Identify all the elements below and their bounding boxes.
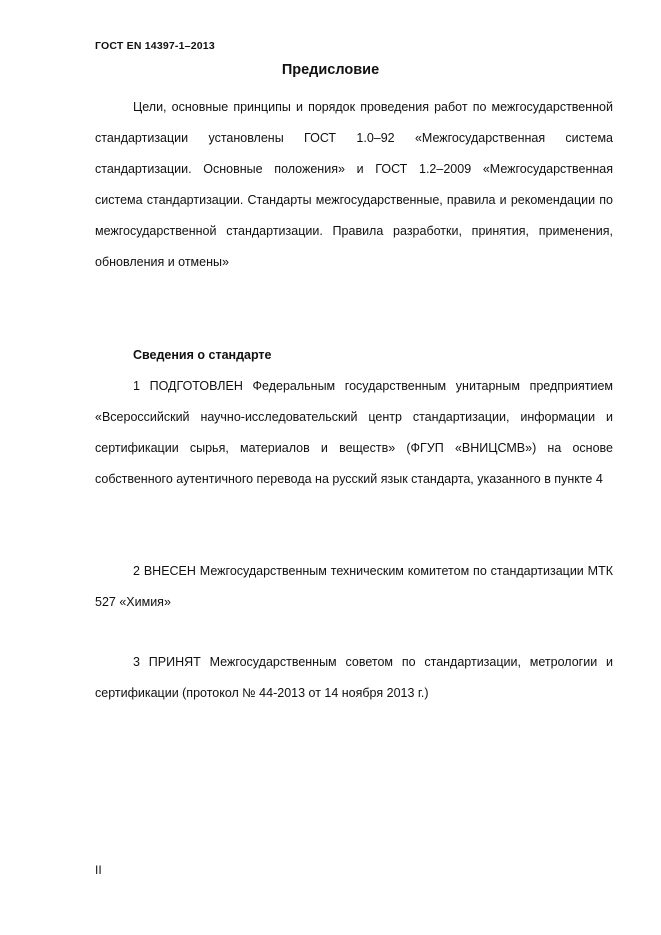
item-2-paragraph: 2 ВНЕСЕН Межгосударственным техническим комитетом по стандартизации МТК 527 «Химия» xyxy=(95,564,613,609)
page-number: II xyxy=(95,863,102,877)
section-heading: Сведения о стандарте xyxy=(133,348,272,362)
item-3-paragraph: 3 ПРИНЯТ Межгосударственным советом по стандартизации, метрологии и сертификации (протокол № 44-2013 от 14 ноября 2013 г.) xyxy=(95,655,613,700)
page-title: Предисловие xyxy=(281,62,380,78)
intro-paragraph: Цели, основные принципы и порядок проведения работ по межгосударственной стандартизации установлены ГОСТ 1.0–92 «Межгосударственная система стандартизации. Основные положения» и ГОСТ 1.2–2009 «Межгосударственная система стандартизации. Стандарты межгосударственные, правила и рекомендации по межгосударственной стандартизации. Правила разработки, принятия, применения, обновления и отмены» xyxy=(95,100,613,269)
header-code: ГОСТ EN 14397-1–2013 xyxy=(95,40,215,52)
item-1-paragraph: 1 ПОДГОТОВЛЕН Федеральным государственным унитарным предприятием «Всероссийский научно-исследовательский центр стандартизации, информации и сертификации сырья, материалов и веществ» (ФГУП «ВНИЦСМВ») на основе собственного аутентичного перевода на русский язык стандарта, указанного в пункте 4 xyxy=(95,379,613,486)
